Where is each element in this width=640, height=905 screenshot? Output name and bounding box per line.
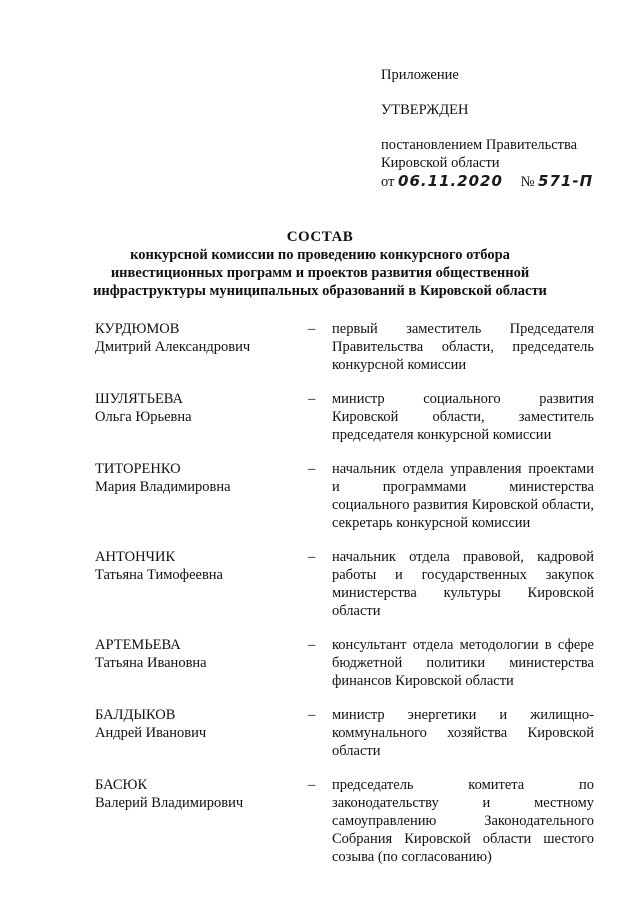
handwritten-date: 06.11.2020 <box>398 172 503 190</box>
member-dash: – <box>308 637 316 653</box>
member-role: первый заместитель Председателя Правительства области, председатель конкурсной комиссии <box>332 321 594 373</box>
member-surname: БАЛДЫКОВ <box>95 707 176 723</box>
member-row <box>95 706 595 760</box>
document-heading <box>60 228 580 300</box>
member-role: начальник отдела управления проектами и программами министерства социального развития Кировской области, секретарь конкурсной комиссии <box>332 461 594 531</box>
appendix-label: Приложение <box>381 67 459 83</box>
member-given-names: Андрей Иванович <box>95 725 207 741</box>
member-name <box>95 320 308 374</box>
member-given-names: Татьяна Тимофеевна <box>95 567 223 583</box>
member-surname: КУРДЮМОВ <box>95 321 180 337</box>
date-prefix: от <box>381 174 395 190</box>
number-sign: № <box>520 174 535 190</box>
member-given-names: Татьяна Ивановна <box>95 655 207 671</box>
member-row <box>95 776 595 866</box>
member-surname: АРТЕМЬЕВА <box>95 637 181 653</box>
decree-line-1: постановлением Правительства <box>381 137 578 153</box>
heading-subtitle-line-1: конкурсной комиссии по проведению конкурсного отбора <box>130 247 510 263</box>
member-surname: БАСЮК <box>95 777 148 793</box>
member-surname: АНТОНЧИК <box>95 549 176 565</box>
member-role: консультант отдела методологии в сфере бюджетной политики министерства финансов Кировской области <box>332 637 594 689</box>
member-dash: – <box>308 777 316 793</box>
document-title: СОСТАВ <box>286 229 354 245</box>
member-name <box>95 548 308 620</box>
member-role: министр социального развития Кировской области, заместитель председателя конкурсной комиссии <box>332 391 594 443</box>
heading-subtitle-line-2: инвестиционных программ и проектов развития общественной <box>110 265 530 281</box>
member-dash: – <box>308 707 316 723</box>
member-role: министр энергетики и жилищно-коммунального хозяйства Кировской области <box>332 707 594 759</box>
heading-subtitle-line-3: инфраструктуры муниципальных образований в Кировской области <box>93 283 547 299</box>
member-surname: ТИТОРЕНКО <box>95 461 181 477</box>
member-row <box>95 636 595 690</box>
member-name <box>95 636 308 690</box>
member-row <box>95 320 595 374</box>
member-row <box>95 548 595 620</box>
member-given-names: Дмитрий Александрович <box>95 339 251 355</box>
approved-label: УТВЕРЖДЕН <box>381 102 469 118</box>
member-given-names: Ольга Юрьевна <box>95 409 192 425</box>
member-name <box>95 460 308 532</box>
member-dash: – <box>308 461 316 477</box>
member-row <box>95 460 595 532</box>
member-row <box>95 390 595 444</box>
decree-date-line <box>381 172 621 191</box>
decree-line-2: Кировской области <box>381 155 500 171</box>
member-name <box>95 706 308 760</box>
approval-block <box>381 66 621 191</box>
member-role: председатель комитета по законодательству и местному самоуправлению Законодательного Собрания Кировской области шестого созыва (по согласованию) <box>332 777 594 865</box>
member-name <box>95 390 308 444</box>
member-dash: – <box>308 391 316 407</box>
member-surname: ШУЛЯТЬЕВА <box>95 391 184 407</box>
members-list <box>95 320 595 866</box>
member-role: начальник отдела правовой, кадровой работы и государственных закупок министерства культуры Кировской области <box>332 549 594 619</box>
member-dash: – <box>308 549 316 565</box>
member-dash: – <box>308 321 316 337</box>
member-given-names: Мария Владимировна <box>95 479 231 495</box>
member-given-names: Валерий Владимирович <box>95 795 244 811</box>
member-name <box>95 776 308 866</box>
handwritten-number: 571-П <box>538 172 594 190</box>
